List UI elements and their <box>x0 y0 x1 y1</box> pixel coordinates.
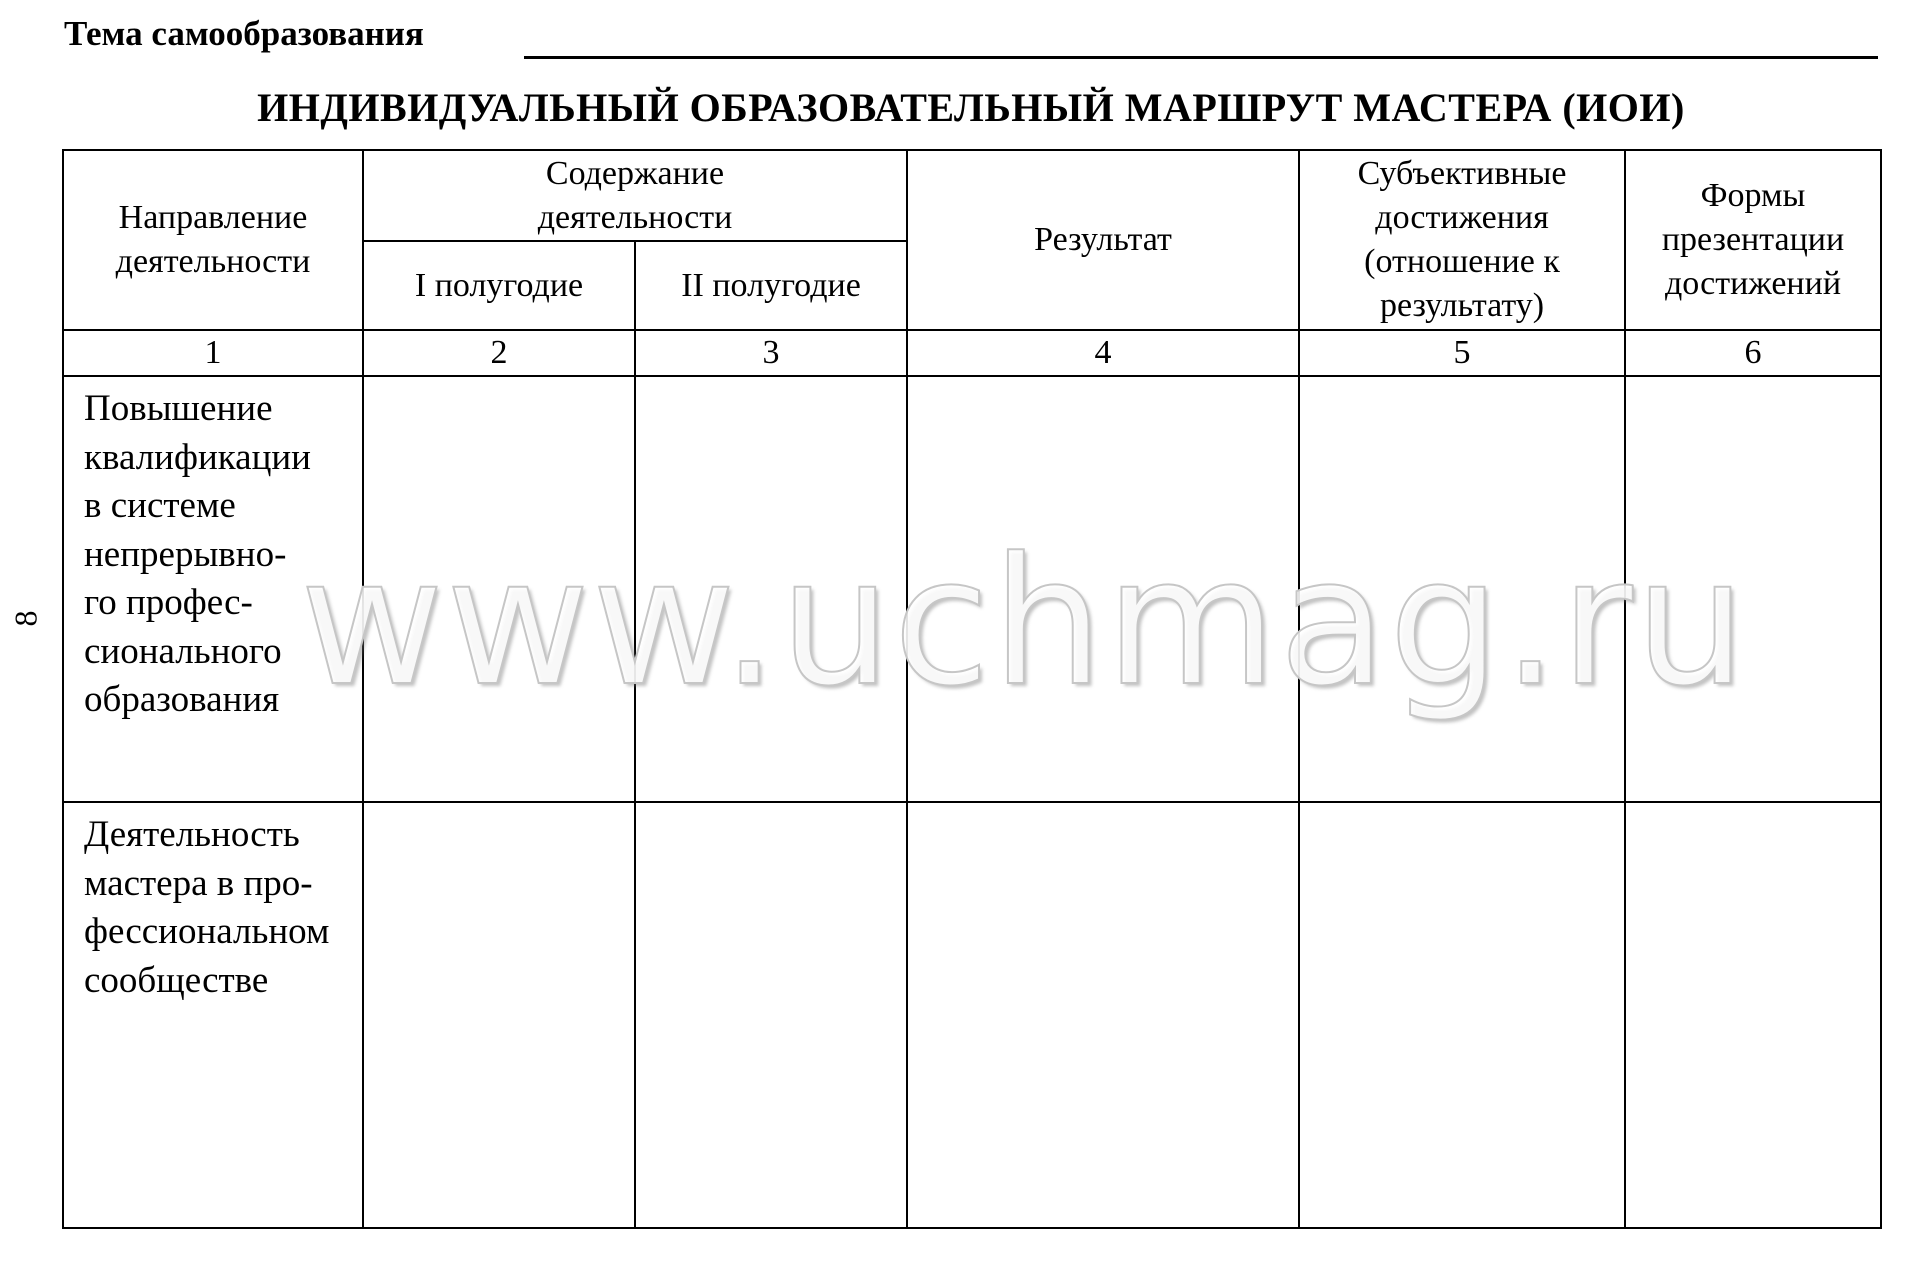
entry-cell-result <box>907 802 1299 1228</box>
column-number: 6 <box>1625 330 1881 376</box>
header-content: Содержание деятельности <box>363 150 907 241</box>
header-row-top <box>63 150 1881 241</box>
entry-cell-result <box>907 376 1299 802</box>
header-result: Результат <box>907 150 1299 330</box>
entry-cell-forms <box>1625 376 1881 802</box>
topic-row <box>64 14 1878 64</box>
entry-cell-half2 <box>635 802 907 1228</box>
column-number: 2 <box>363 330 635 376</box>
header-forms: Формы презентации достижений <box>1625 150 1881 330</box>
entry-cell-half2 <box>635 376 907 802</box>
direction-text: Деятельность мастера в про- фессиональном сообществе <box>84 814 330 1001</box>
header-half2: II полугодие <box>635 241 907 330</box>
column-number: 3 <box>635 330 907 376</box>
topic-fill-line <box>524 56 1878 59</box>
table-row <box>63 376 1881 802</box>
column-number: 5 <box>1299 330 1625 376</box>
column-number: 4 <box>907 330 1299 376</box>
direction-text: Повышение квалификации в системе непрерывно- го профес- сионального образования <box>84 388 311 720</box>
watermark-text: www.uchmag.ru <box>300 520 1749 725</box>
entry-cell-half1 <box>363 802 635 1228</box>
entry-cell-subjective <box>1299 376 1625 802</box>
column-number-row <box>63 330 1881 376</box>
direction-cell <box>63 376 363 802</box>
header-subjective: Субъективные достижения (отношение к результату) <box>1299 150 1625 330</box>
entry-cell-half1 <box>363 376 635 802</box>
route-table <box>62 149 1882 1229</box>
document-title: ИНДИВИДУАЛЬНЫЙ ОБРАЗОВАТЕЛЬНЫЙ МАРШРУТ МАСТЕРА (ИОИ) <box>257 85 1685 130</box>
header-direction: Направление деятельности <box>63 150 363 330</box>
entry-cell-subjective <box>1299 802 1625 1228</box>
topic-label: Тема самообразования <box>64 14 424 53</box>
column-number: 1 <box>63 330 363 376</box>
table-row <box>63 802 1881 1228</box>
header-half1: I полугодие <box>363 241 635 330</box>
page-number: 8 <box>7 610 44 627</box>
direction-cell <box>63 802 363 1228</box>
entry-cell-forms <box>1625 802 1881 1228</box>
